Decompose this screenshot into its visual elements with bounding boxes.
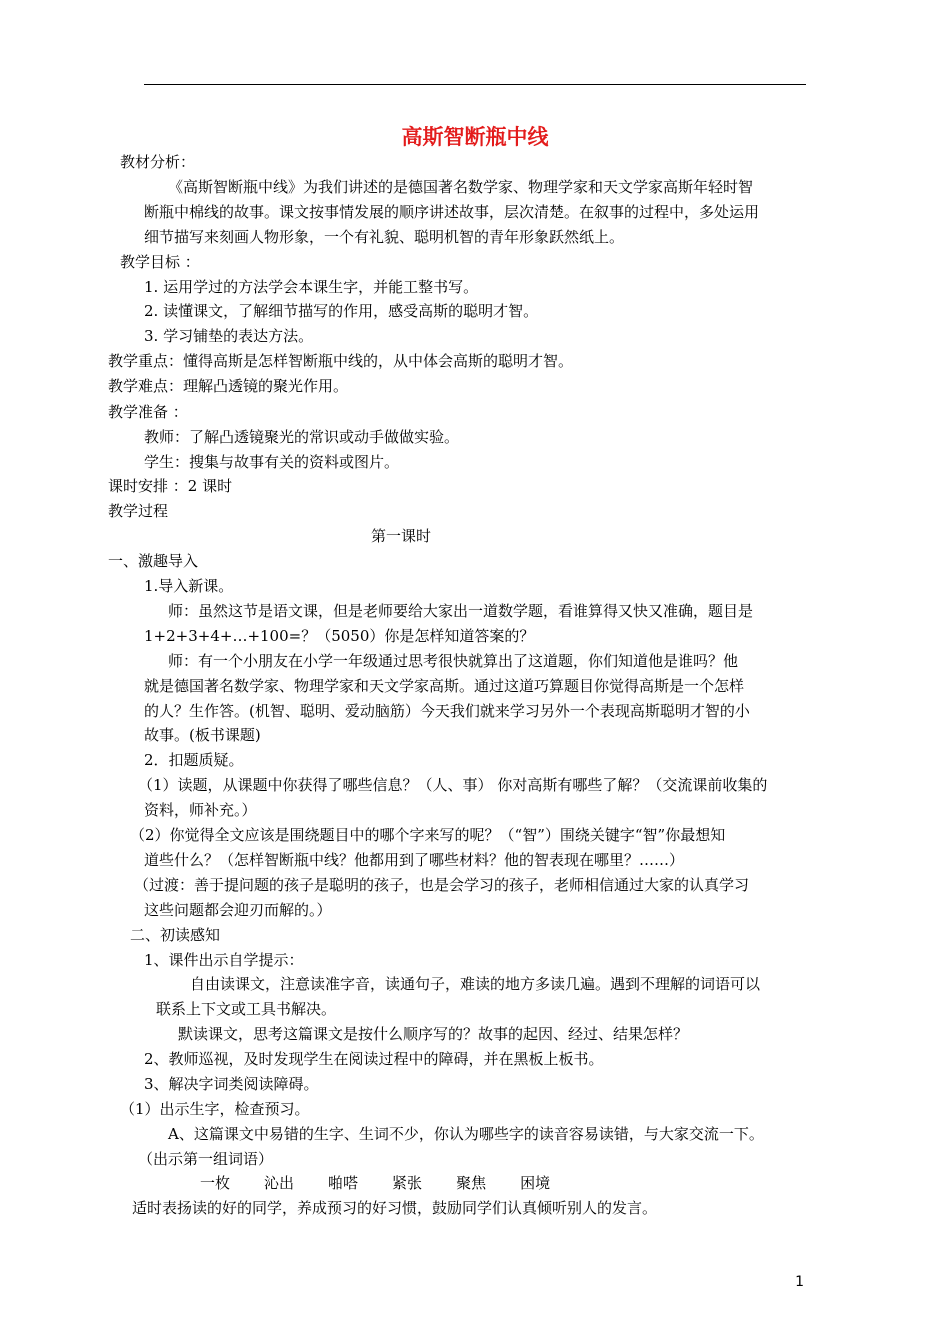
part1-line: （1）读题，从课题中你获得了哪些信息？（人、事） 你对高斯有哪些了解？（交流课前收集的 xyxy=(138,776,768,794)
part1-line: 就是德国著名数学家、物理学家和天文学家高斯。通过这道巧算题目你觉得高斯是一个怎样 xyxy=(144,677,745,695)
vocab-word: 紧张 xyxy=(392,1174,423,1192)
part1-line: 师：有一个小朋友在小学一年级通过思考很快就算出了这道题，你们知道他是谁吗？他 xyxy=(168,652,739,670)
part2-heading: 二、初读感知 xyxy=(130,926,221,944)
goals-heading: 教学目标 ： xyxy=(120,253,200,271)
part2-line: 联系上下文或工具书解决。 xyxy=(156,1000,337,1018)
prep-student: 学生：搜集与故事有关的资料或图片。 xyxy=(144,453,400,471)
key-point: 教学重点：懂得高斯是怎样智断瓶中线的，从中体会高斯的聪明才智。 xyxy=(108,352,574,370)
vocab-word: 一枚 xyxy=(200,1174,231,1192)
vocab-word: 沁出 xyxy=(264,1174,295,1192)
prep-teacher: 教师：了解凸透镜聚光的常识或动手做做实验。 xyxy=(144,428,460,446)
part1-line: 资料，师补充。） xyxy=(144,801,257,819)
part1-line: 师：虽然这节是语文课，但是老师要给大家出一道数学题，看谁算得又快又准确，题目是 xyxy=(168,602,754,620)
goal-item: 2. 读懂课文，了解细节描写的作用，感受高斯的聪明才智。 xyxy=(144,302,539,320)
part1-line: （2）你觉得全文应该是围绕题目中的哪个字来写的呢？（“智”）围绕关键字“智”你最想知 xyxy=(130,826,726,844)
process-heading: 教学过程 xyxy=(108,502,169,520)
goal-item: 1. 运用学过的方法学会本课生字，并能工整书写。 xyxy=(144,278,479,296)
lesson-heading: 第一课时 xyxy=(371,527,432,545)
schedule: 课时安排 ：2 课时 xyxy=(108,477,233,495)
part1-line: 的人？生作答。(机智、聪明、爱动脑筋）今天我们就来学习另外一个表现高斯聪明才智的小 xyxy=(144,702,750,720)
part2-line: A、这篇课文中易错的生字、生词不少，你认为哪些字的读音容易读错，与大家交流一下。 xyxy=(168,1125,764,1143)
analysis-heading: 教材分析： xyxy=(120,153,196,171)
part2-line: 自由读课文，注意读准字音，读通句子，难读的地方多读几遍。遇到不理解的词语可以 xyxy=(190,975,761,993)
part2-line: 默读课文，思考这篇课文是按什么顺序写的？故事的起因、经过、结果怎样？ xyxy=(178,1025,689,1043)
part2-step: 1、课件出示自学提示： xyxy=(144,951,304,969)
part1-line: 这些问题都会迎刃而解的。） xyxy=(144,901,332,919)
part1-line: （过渡：善于提问题的孩子是聪明的孩子，也是会学习的孩子，老师相信通过大家的认真学习 xyxy=(134,876,750,894)
vocab-word: 啪嗒 xyxy=(328,1174,359,1192)
difficulty: 教学难点：理解凸透镜的聚光作用。 xyxy=(108,377,349,395)
part1-heading: 一、激趣导入 xyxy=(108,552,199,570)
part1-line: 故事。(板书课题) xyxy=(144,726,261,744)
analysis-line: 细节描写来刻画人物形象，一个有礼貌、聪明机智的青年形象跃然纸上。 xyxy=(144,228,625,246)
vocab-word: 困境 xyxy=(520,1174,551,1192)
part1-step: 1.导入新课。 xyxy=(144,577,234,595)
part1-step: 2．扣题质疑。 xyxy=(144,751,244,769)
vocab-word: 聚焦 xyxy=(456,1174,487,1192)
page-number: 1 xyxy=(795,1274,804,1290)
prep-heading: 教学准备 ： xyxy=(108,403,188,421)
part2-line: 适时表扬读的好的同学，养成预习的好习惯，鼓励同学们认真倾听别人的发言。 xyxy=(132,1199,658,1217)
analysis-line: 断瓶中棉线的故事。课文按事情发展的顺序讲述故事，层次清楚。在叙事的过程中，多处运用 xyxy=(144,203,760,221)
goal-item: 3. 学习铺垫的表达方法。 xyxy=(144,327,314,345)
part2-line: （1）出示生字，检查预习。 xyxy=(120,1100,310,1118)
part2-line: （出示第一组词语） xyxy=(138,1150,274,1168)
part1-line: 1+2+3+4+…+100=？（5050）你是怎样知道答案的？ xyxy=(144,627,535,645)
part2-step: 3、解决字词类阅读障碍。 xyxy=(144,1075,319,1093)
part1-line: 道些什么？（怎样智断瓶中线？他都用到了哪些材料？他的智表现在哪里？……） xyxy=(144,851,685,869)
header-rule xyxy=(144,84,806,85)
document-title: 高斯智断瓶中线 xyxy=(401,124,549,149)
analysis-line: 《高斯智断瓶中线》为我们讲述的是德国著名数学家、物理学家和天文学家高斯年轻时智 xyxy=(168,178,754,196)
vocab-list xyxy=(200,1172,584,1194)
part2-step: 2、教师巡视，及时发现学生在阅读过程中的障碍，并在黑板上板书。 xyxy=(144,1050,604,1068)
